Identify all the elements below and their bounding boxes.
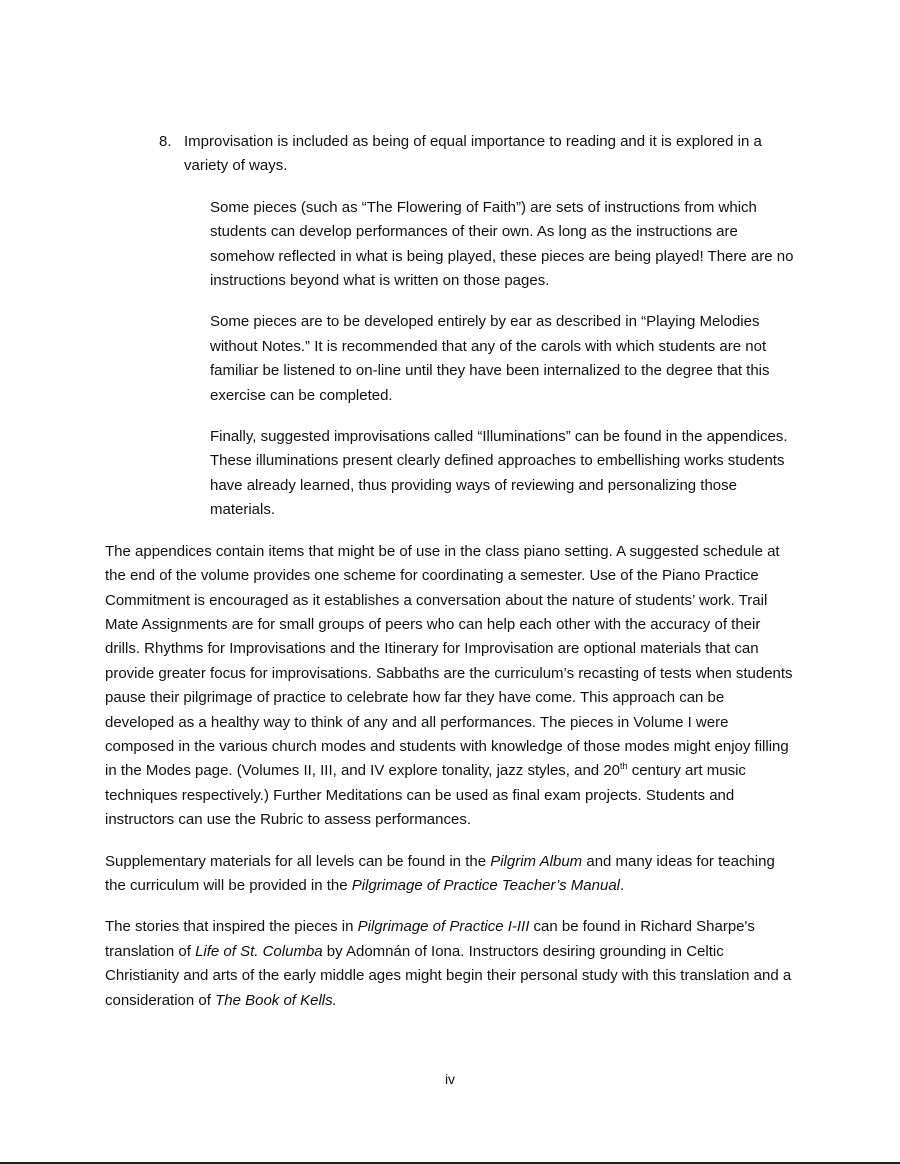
page-number: iv — [444, 1071, 456, 1087]
supplementary-paragraph — [105, 850, 795, 899]
appendices-paragraph — [105, 540, 795, 833]
title-book-of-kells: The Book of Kells. — [215, 991, 337, 1009]
list-number: 8. — [159, 133, 172, 150]
stories-text-2: can be found in Richard Sharpe's translation of — [105, 918, 755, 960]
title-life-of-st-columba: Life of St. Columba — [195, 942, 323, 960]
ordinal-superscript: th — [620, 761, 628, 772]
title-pilgrim-album: Pilgrim Album — [490, 852, 583, 870]
appendices-text-2: century art music techniques respectively.) Further Meditations can be used as final exam projects. Students and instructors can use the Rubric to assess performances. — [105, 762, 746, 829]
sub-paragraph-by-ear: Some pieces are to be developed entirely by ear as described in “Playing Melodies without Notes.” It is recommended that any of the carols with which students are not familiar be listened to on-line until they have been internalized to the degree that this exercise can be completed. — [210, 313, 770, 404]
supplementary-text-2: and many ideas for teaching the curriculum will be provided in the — [105, 852, 775, 894]
supplementary-text-1: Supplementary materials for all levels can be found in the — [105, 852, 491, 870]
stories-text-3: by Adomnán of Iona. Instructors desiring grounding in Celtic Christianity and arts of the early middle ages might begin their personal study with this translation and a consideration of — [105, 942, 792, 1009]
appendices-text-1: The appendices contain items that might be of use in the class piano setting. A suggested schedule at the end of the volume provides one scheme for coordinating a semester. Use of the Piano Practice Commitment is encouraged as it establishes a conversation about the nature of students’ work. Trail Mate Assignments are for small groups of peers who can help each other with the accuracy of their drills. Rhythms for Improvisations and the Itinerary for Improvisation are optional materials that can provide greater focus for improvisations. Sabbaths are the curriculum’s recasting of tests when students pause their pilgrimage of practice to celebrate how far they have come. This approach can be developed as a healthy way to think of any and all performances. The pieces in Volume I were composed in the various church modes and students with knowledge of those modes might enjoy filling in the Modes page. (Volumes II, III, and IV explore tonality, jazz styles, and 20 — [105, 542, 793, 780]
title-teachers-manual: Pilgrimage of Practice Teacher’s Manual — [351, 876, 620, 894]
sub-paragraph-illuminations: Finally, suggested improvisations called “Illuminations” can be found in the appendices. These illuminations present clearly defined approaches to embellishing works students have already learned, thus providing ways of reviewing and personalizing those materials. — [210, 428, 788, 519]
stories-paragraph — [105, 915, 795, 1013]
sub-paragraph-instructions: Some pieces (such as “The Flowering of Faith”) are sets of instructions from which students can develop performances of their own. As long as the instructions are somehow reflected in what is being played, these pieces are being played! There are no instructions beyond what is written on those pages. — [210, 198, 794, 290]
list-item-text: Improvisation is included as being of equal importance to reading and it is explored in a variety of ways. — [184, 133, 762, 175]
supplementary-text-3: . — [620, 876, 625, 894]
stories-text-1: The stories that inspired the pieces in — [105, 918, 358, 936]
title-pilgrimage-of-practice: Pilgrimage of Practice I-III — [357, 918, 530, 936]
list-item-8 — [105, 130, 795, 179]
page-body — [105, 130, 795, 1030]
